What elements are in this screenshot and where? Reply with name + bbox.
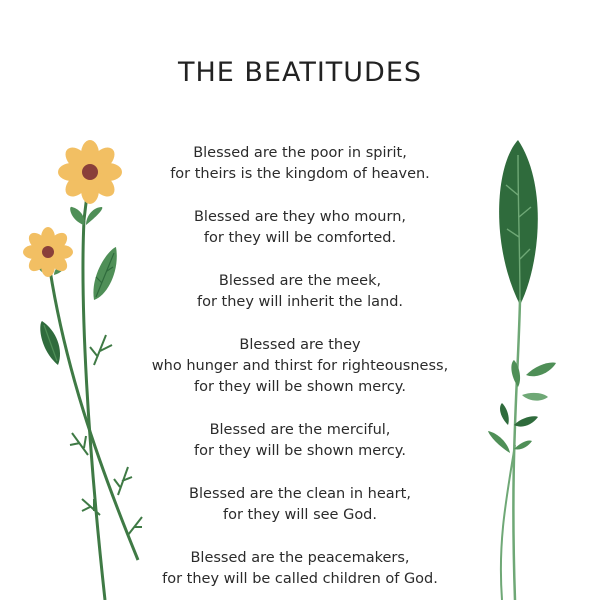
verse-line: Blessed are the poor in spirit, — [193, 145, 407, 161]
small-flower — [23, 227, 73, 277]
verse-line: Blessed are the peacemakers, — [190, 550, 410, 566]
verse-6 — [120, 484, 480, 526]
verse-1 — [120, 143, 480, 185]
twig — [90, 335, 112, 365]
verse-line: for they will see God. — [222, 507, 377, 523]
twig — [114, 467, 132, 495]
verse-line: for they will be shown mercy. — [194, 379, 406, 395]
flower-center — [82, 164, 98, 180]
leaf — [488, 431, 510, 453]
leaf — [522, 393, 548, 401]
verse-4 — [120, 335, 480, 398]
large-flower — [58, 140, 122, 204]
verse-3 — [120, 271, 480, 313]
verse-line: who hunger and thirst for righteousness, — [151, 358, 449, 374]
leaf — [514, 416, 538, 426]
page-title: THE BEATITUDES — [177, 57, 423, 88]
flower-center — [42, 246, 54, 258]
leaf — [86, 207, 102, 225]
beatitudes-text — [120, 143, 480, 612]
leaf — [526, 363, 556, 377]
leaf — [514, 440, 532, 449]
leaf — [70, 207, 84, 225]
verse-7 — [120, 548, 480, 590]
flower-stem — [50, 270, 138, 560]
verse-line: Blessed are the merciful, — [209, 422, 391, 438]
verse-2 — [120, 207, 480, 249]
verse-line: Blessed are they — [239, 337, 361, 353]
verse-line: for they will be comforted. — [203, 230, 397, 246]
verse-5 — [120, 420, 480, 462]
verse-line: Blessed are they who mourn, — [193, 209, 406, 225]
verse-line: Blessed are the meek, — [218, 273, 382, 289]
verse-line: for they will be called children of God. — [162, 571, 438, 587]
right-leaf-illustration — [470, 125, 580, 600]
twig — [128, 517, 142, 535]
left-flower-illustration — [10, 125, 160, 600]
leaf — [500, 403, 509, 425]
verse-line: for they will be shown mercy. — [194, 443, 406, 459]
verse-line: Blessed are the clean in heart, — [189, 486, 411, 502]
verse-line: for they will inherit the land. — [196, 294, 404, 310]
verse-line: for theirs is the kingdom of heaven. — [170, 166, 430, 182]
twig — [70, 433, 88, 455]
twig — [82, 499, 100, 515]
